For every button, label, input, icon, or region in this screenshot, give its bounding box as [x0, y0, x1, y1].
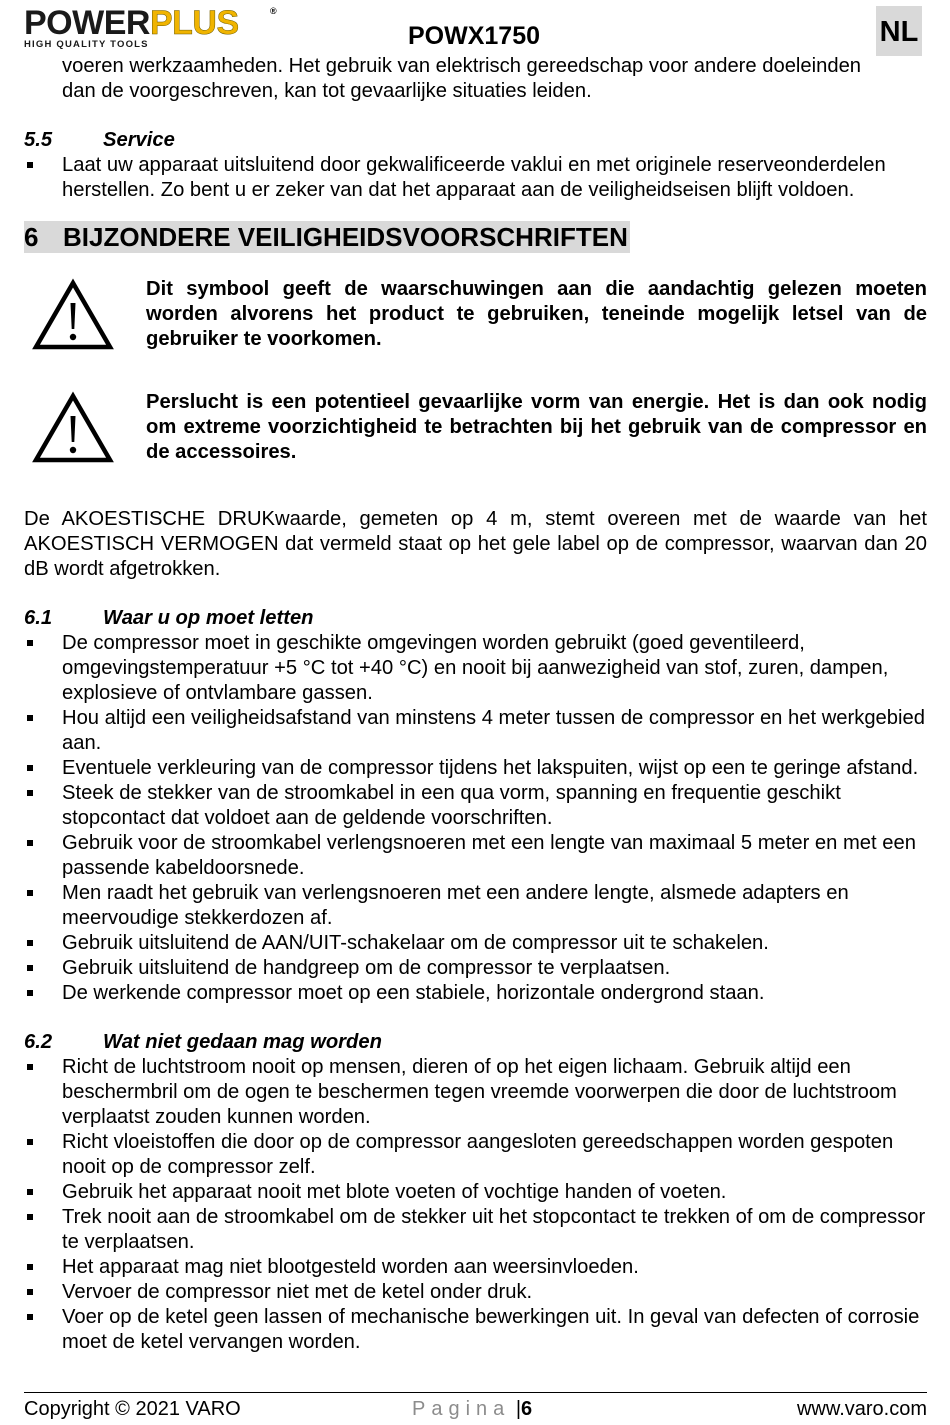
- page-indicator: [412, 1398, 532, 1421]
- list-item: De werkende compressor moet op een stabiele, horizontale ondergrond staan.: [24, 981, 927, 1006]
- section-6-1-heading: [24, 606, 927, 631]
- section-6-1-list: [24, 631, 927, 1006]
- bullet-square-icon: [27, 1264, 33, 1270]
- list-item: Gebruik uitsluitend de handgreep om de compressor te verplaatsen.: [24, 956, 927, 981]
- language-badge: NL: [876, 6, 922, 56]
- page-footer: [24, 1392, 927, 1425]
- warning-text: Dit symbool geeft de waarschuwingen aan die aandachtig gelezen moeten worden alvorens het product te gebruiken, teneinde mogelijk letsel van de gebruiker te voorkomen.: [146, 278, 927, 350]
- list-item: Vervoer de compressor niet met de ketel onder druk.: [24, 1280, 927, 1305]
- bullet-square-icon: [27, 1064, 33, 1070]
- list-item: Gebruik uitsluitend de AAN/UIT-schakelaar om de compressor uit te schakelen.: [24, 931, 927, 956]
- list-item: Hou altijd een veiligheidsafstand van minstens 4 meter tussen de compressor en het werkgebied aan.: [24, 706, 927, 756]
- website-link[interactable]: www.varo.com: [796, 1398, 927, 1420]
- list-item: Laat uw apparaat uitsluitend door gekwalificeerde vaklui en met originele reserveonderdelen herstellen. Zo bent u er zeker van dat het apparaat aan de veiligheidseisen blijft voldoen.: [24, 153, 927, 203]
- logo-registered-mark: ®: [270, 6, 277, 16]
- logo-word-plus: PLUS: [149, 4, 239, 42]
- section-number: 6.2: [24, 1031, 53, 1053]
- section-title: Waar u op moet letten: [103, 607, 314, 629]
- intro-line: dan de voorgeschreven, kan tot gevaarlijke situaties leiden.: [62, 80, 592, 102]
- list-item: Trek nooit aan de stroomkabel om de stekker uit het stopcontact te trekken of om de compressor te verplaatsen.: [24, 1205, 927, 1255]
- warning-text: Perslucht is een potentieel gevaarlijke vorm van energie. Het is dan ook nodig om extreme voorzichtigheid te betrachten bij het gebruik van de compressor en de accessoires.: [146, 391, 927, 463]
- page-label: Pagina: [412, 1398, 511, 1420]
- section-5-5-list: [24, 153, 927, 203]
- logo-tagline: HIGH QUALITY TOOLS: [24, 39, 149, 50]
- section-title: BIJZONDERE VEILIGHEIDSVOORSCHRIFTEN: [63, 222, 628, 252]
- warning-block: [24, 277, 927, 357]
- bullet-square-icon: [27, 1139, 33, 1145]
- bullet-square-icon: [27, 765, 33, 771]
- list-item: De compressor moet in geschikte omgevingen worden gebruikt (goed geventileerd, omgevingstemperatuur +5 °C tot +40 °C) en nooit bij aanwezigheid van stof, zuren, dampen, explosieve of ontvlambare gassen.: [24, 631, 927, 706]
- bullet-square-icon: [27, 890, 33, 896]
- powerplus-logo: [24, 6, 284, 50]
- warning-block: [24, 390, 927, 470]
- page-separator: |: [515, 1398, 522, 1420]
- bullet-square-icon: [27, 990, 33, 996]
- list-item: Men raadt het gebruik van verlengsnoeren met een andere lengte, alsmede adapters en meervoudige stekkerdozen af.: [24, 881, 927, 931]
- warning-triangle-icon: [24, 390, 146, 470]
- list-item: Richt vloeistoffen die door op de compressor aangesloten gereedschappen worden gespoten nooit op de compressor zelf.: [24, 1130, 927, 1180]
- list-item: Gebruik het apparaat nooit met blote voeten of vochtige handen of voeten.: [24, 1180, 927, 1205]
- bullet-square-icon: [27, 162, 33, 168]
- list-item: Gebruik voor de stroomkabel verlengsnoeren met een lengte van maximaal 5 meter en met een passende kabeldoorsnede.: [24, 831, 927, 881]
- section-5-5-heading: [24, 128, 927, 153]
- warning-triangle-icon: [24, 277, 146, 357]
- model-number: POWX1750: [408, 22, 541, 50]
- page-header: [0, 0, 950, 56]
- section-6-2-list: [24, 1055, 927, 1355]
- bullet-square-icon: [27, 1314, 33, 1320]
- logo-word-power: POWER: [24, 4, 150, 42]
- list-item: Het apparaat mag niet blootgesteld worden aan weersinvloeden.: [24, 1255, 927, 1280]
- page-content: [24, 54, 927, 1355]
- intro-continuation: [24, 54, 927, 104]
- bullet-square-icon: [27, 790, 33, 796]
- page-number: 6: [521, 1398, 533, 1420]
- acoustic-paragraph: De AKOESTISCHE DRUKwaarde, gemeten op 4 m, stemt overeen met de waarde van het AKOESTISCH VERMOGEN dat vermeld staat op het gele label op de compressor, waarvan dan 20 dB wordt afgetrokken.: [24, 508, 927, 580]
- intro-line: voeren werkzaamheden. Het gebruik van elektrisch gereedschap voor andere doeleinden: [62, 55, 862, 77]
- list-item: Richt de luchtstroom nooit op mensen, dieren of op het eigen lichaam. Gebruik altijd een beschermbril om de ogen te beschermen tegen vreemde voorwerpen die door de luchtstroom verplaatst zouden kunnen worden.: [24, 1055, 927, 1130]
- bullet-square-icon: [27, 965, 33, 971]
- section-number: 6: [24, 222, 39, 252]
- section-title: Service: [103, 129, 175, 151]
- list-item: Voer op de ketel geen lassen of mechanische bewerkingen uit. In geval van defecten of corrosie moet de ketel vervangen worden.: [24, 1305, 927, 1355]
- bullet-square-icon: [27, 715, 33, 721]
- section-number: 6.1: [24, 607, 53, 629]
- bullet-square-icon: [27, 840, 33, 846]
- bullet-square-icon: [27, 940, 33, 946]
- bullet-square-icon: [27, 1289, 33, 1295]
- section-number: 5.5: [24, 129, 53, 151]
- section-title: Wat niet gedaan mag worden: [103, 1031, 382, 1053]
- bullet-square-icon: [27, 1214, 33, 1220]
- copyright: Copyright © 2021 VARO: [24, 1398, 241, 1420]
- bullet-square-icon: [27, 640, 33, 646]
- section-6-2-heading: [24, 1030, 927, 1055]
- section-6-heading: [24, 221, 630, 253]
- bullet-square-icon: [27, 1189, 33, 1195]
- list-item: Eventuele verkleuring van de compressor tijdens het lakspuiten, wijst op een te geringe afstand.: [24, 756, 927, 781]
- list-item: Steek de stekker van de stroomkabel in een qua vorm, spanning en frequentie geschikt stopcontact dat voldoet aan de geldende voorschriften.: [24, 781, 927, 831]
